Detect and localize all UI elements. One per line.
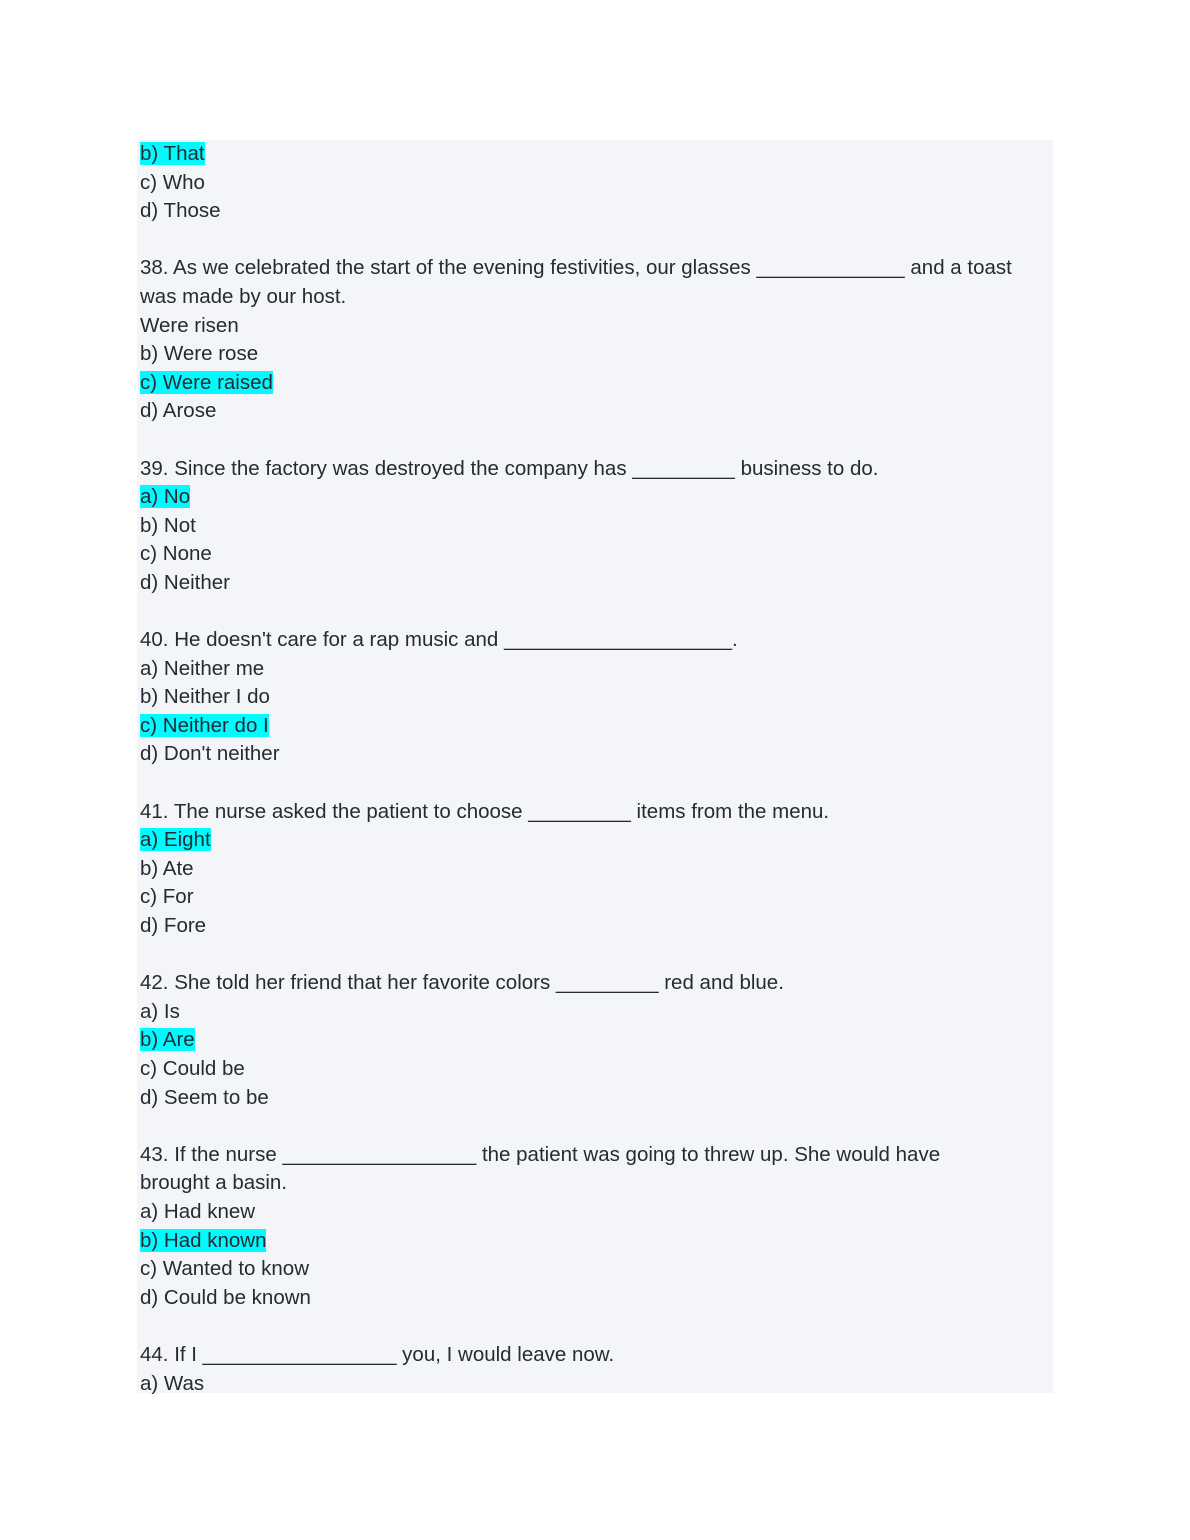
text-line xyxy=(140,1198,1050,1227)
text-line xyxy=(140,1055,1050,1084)
text-line xyxy=(140,169,1050,198)
question-text xyxy=(140,1141,1050,1170)
text-line xyxy=(140,655,1050,684)
line-text: a) Neither me xyxy=(140,656,265,680)
line-text: d) Arose xyxy=(140,399,217,423)
line-text: 43. If the nurse _________________ the patient was going to threw up. She would have xyxy=(140,1142,941,1166)
question-text xyxy=(140,969,1050,998)
highlighted-answer: a) Eight xyxy=(140,828,211,852)
text-line xyxy=(140,397,1050,426)
highlighted-answer: c) Neither do I xyxy=(140,713,269,737)
line-text: a) Was xyxy=(140,1371,205,1395)
line-text: 42. She told her friend that her favorite colors _________ red and blue. xyxy=(140,971,784,995)
text-line xyxy=(140,1255,1050,1284)
answer-option-highlighted xyxy=(140,712,1050,741)
line-text: c) Wanted to know xyxy=(140,1257,310,1281)
line-text: d) Seem to be xyxy=(140,1085,269,1109)
line-text: d) Fore xyxy=(140,914,207,938)
highlighted-answer: c) Were raised xyxy=(140,370,273,394)
blank-line xyxy=(140,1112,1050,1141)
line-text: d) Those xyxy=(140,199,221,223)
blank-line xyxy=(140,226,1050,255)
question-text xyxy=(140,626,1050,655)
answer-option-highlighted xyxy=(140,140,1050,169)
text-line xyxy=(140,883,1050,912)
text-line xyxy=(140,683,1050,712)
line-text: c) Who xyxy=(140,170,205,194)
question-text xyxy=(140,1341,1050,1370)
line-text: c) None xyxy=(140,542,212,566)
line-text: a) Had knew xyxy=(140,1199,256,1223)
text-line xyxy=(140,998,1050,1027)
line-text: c) Could be xyxy=(140,1057,245,1080)
blank-line xyxy=(140,426,1050,455)
text-line xyxy=(140,283,1050,312)
text-line xyxy=(140,855,1050,884)
line-text: was made by our host. xyxy=(140,284,347,308)
highlighted-answer: b) That xyxy=(140,142,205,165)
blank-line xyxy=(140,769,1050,798)
line-text: 44. If I _________________ you, I would leave now. xyxy=(140,1342,615,1366)
text-line xyxy=(140,540,1050,569)
line-text: 40. He doesn't care for a rap music and ____________________. xyxy=(140,628,738,652)
line-text: 41. The nurse asked the patient to choose _________ items from the menu. xyxy=(140,799,830,823)
question-text xyxy=(140,254,1050,283)
highlighted-answer: b) Are xyxy=(140,1028,195,1052)
question-text xyxy=(140,455,1050,484)
answer-option-highlighted xyxy=(140,826,1050,855)
line-text: b) Were rose xyxy=(140,342,259,366)
line-text: d) Could be known xyxy=(140,1285,311,1309)
line-text: d) Neither xyxy=(140,570,231,594)
text-line xyxy=(140,1084,1050,1113)
text-line xyxy=(140,312,1050,341)
text-line xyxy=(140,740,1050,769)
quiz-text xyxy=(140,140,1050,1398)
line-text: b) Not xyxy=(140,513,196,537)
text-line xyxy=(140,1169,1050,1198)
line-text: Were risen xyxy=(140,313,239,337)
text-line xyxy=(140,569,1050,598)
text-line xyxy=(140,197,1050,226)
line-text: b) Ate xyxy=(140,856,194,880)
answer-option-highlighted xyxy=(140,483,1050,512)
answer-option-highlighted xyxy=(140,1026,1050,1055)
question-text xyxy=(140,798,1050,827)
blank-line xyxy=(140,598,1050,627)
highlighted-answer: b) Had known xyxy=(140,1228,267,1252)
answer-option-highlighted xyxy=(140,369,1050,398)
text-line xyxy=(140,1370,1050,1399)
line-text: 39. Since the factory was destroyed the company has _________ business to do. xyxy=(140,456,879,480)
line-text: 38. As we celebrated the start of the evening festivities, our glasses _____________ and a toast xyxy=(140,256,1012,280)
line-text: c) For xyxy=(140,885,194,909)
text-line xyxy=(140,340,1050,369)
line-text: brought a basin. xyxy=(140,1171,288,1195)
line-text: a) Is xyxy=(140,999,180,1023)
line-text: b) Neither I do xyxy=(140,685,270,709)
blank-line xyxy=(140,941,1050,970)
text-line xyxy=(140,1284,1050,1313)
line-text: d) Don't neither xyxy=(140,742,280,766)
text-line xyxy=(140,512,1050,541)
blank-line xyxy=(140,1312,1050,1341)
highlighted-answer: a) No xyxy=(140,485,191,509)
answer-option-highlighted xyxy=(140,1227,1050,1256)
text-line xyxy=(140,912,1050,941)
